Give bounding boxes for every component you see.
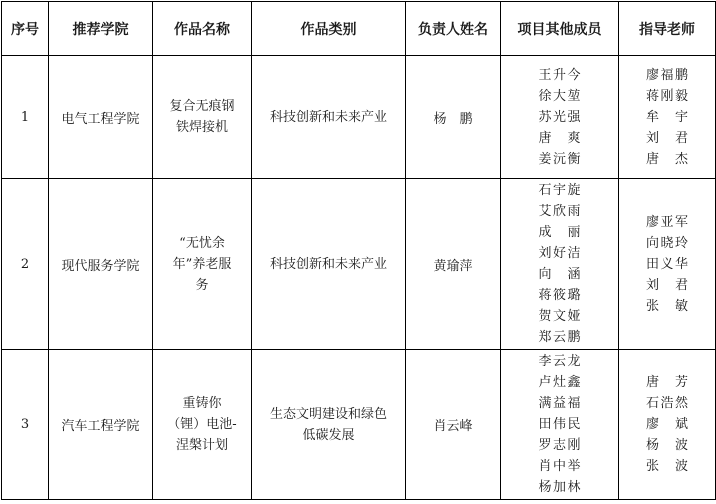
- leader-cell: 肖云峰: [406, 350, 501, 500]
- person-name: 廖 斌: [646, 417, 688, 432]
- advisors-list: [646, 372, 688, 477]
- person-name: 艾欣雨: [538, 204, 581, 219]
- header-college: 推荐学院: [49, 2, 153, 56]
- header-row: [2, 2, 716, 56]
- header-no: 序号: [2, 2, 49, 56]
- person-name: 张 敏: [646, 298, 688, 314]
- person-name: 贺文娅: [538, 309, 581, 324]
- person-name: 罗志刚: [538, 438, 581, 453]
- advisors-cell: [619, 350, 716, 500]
- leader-cell: 杨 鹏: [406, 56, 501, 179]
- members-cell: [501, 56, 619, 179]
- person-name: 廖福鹏: [646, 67, 688, 83]
- person-name: 张 波: [646, 459, 688, 474]
- person-name: 唐 杰: [646, 151, 688, 167]
- person-name: 刘 君: [646, 277, 688, 293]
- header-advisors: 指导老师: [619, 2, 716, 56]
- person-name: 肖中举: [538, 459, 581, 474]
- person-name: 石宇旋: [538, 183, 581, 198]
- members-list: [539, 351, 581, 498]
- college-cell: 汽车工程学院: [49, 350, 153, 500]
- category-cell: [252, 179, 406, 350]
- award-table: [1, 1, 716, 500]
- person-name: 苏光强: [538, 109, 581, 125]
- person-name: 徐大堃: [538, 88, 581, 104]
- header-members: 项目其他成员: [501, 2, 619, 56]
- advisors-cell: [619, 179, 716, 350]
- members-cell: [501, 350, 619, 500]
- work-name-text: 重铸你 （锂）电池- 涅槃计划: [167, 396, 237, 453]
- row-number: 1: [2, 56, 49, 179]
- work-name-text: 复合无痕钢 铁焊接机: [169, 99, 235, 135]
- category-cell: [252, 350, 406, 500]
- work-name-text: “无忧余 年”养老服 务: [172, 235, 232, 293]
- person-name: 王升今: [538, 67, 581, 83]
- leader-cell: 黄瑜萍: [406, 179, 501, 350]
- person-name: 成 丽: [538, 225, 581, 240]
- person-name: 田义华: [646, 256, 688, 272]
- person-name: 刘好洁: [538, 246, 581, 261]
- person-name: 向 涵: [538, 267, 581, 282]
- person-name: 杨 波: [646, 438, 688, 453]
- person-name: 向晓玲: [646, 235, 688, 251]
- members-list: [539, 180, 581, 348]
- work-name-cell: [153, 350, 252, 500]
- table-row: [2, 56, 716, 179]
- advisors-list: [646, 65, 688, 170]
- person-name: 石浩然: [646, 396, 688, 411]
- category-text: 科技创新和未来产业: [269, 256, 387, 272]
- category-text: 生态文明建设和绿色 低碳发展: [269, 406, 387, 443]
- table-row: [2, 350, 716, 500]
- category-text: 科技创新和未来产业: [269, 109, 387, 125]
- person-name: 李云龙: [538, 354, 581, 369]
- advisors-list: [646, 212, 688, 317]
- row-number: 2: [2, 179, 49, 350]
- person-name: 牟 宇: [646, 109, 688, 125]
- person-name: 田伟民: [538, 417, 581, 432]
- header-category: 作品类别: [252, 2, 406, 56]
- person-name: 唐 芳: [646, 375, 688, 390]
- person-name: 姜沅衡: [538, 151, 581, 167]
- members-list: [539, 65, 581, 170]
- college-cell: 电气工程学院: [49, 56, 153, 179]
- college-cell: 现代服务学院: [49, 179, 153, 350]
- table-row: [2, 179, 716, 350]
- row-number: 3: [2, 350, 49, 500]
- person-name: 廖亚军: [646, 214, 688, 230]
- person-name: 唐 爽: [538, 130, 581, 146]
- person-name: 杨加林: [538, 480, 581, 495]
- header-work-name: 作品名称: [153, 2, 252, 56]
- person-name: 蒋筱璐: [538, 288, 581, 303]
- person-name: 郑云鹏: [538, 330, 581, 345]
- person-name: 刘 君: [646, 130, 688, 146]
- members-cell: [501, 179, 619, 350]
- person-name: 卢灶鑫: [538, 375, 581, 390]
- category-cell: [252, 56, 406, 179]
- person-name: 满益福: [538, 396, 581, 411]
- header-leader: 负责人姓名: [406, 2, 501, 56]
- advisors-cell: [619, 56, 716, 179]
- person-name: 蒋刚毅: [646, 88, 688, 104]
- work-name-cell: [153, 179, 252, 350]
- work-name-cell: [153, 56, 252, 179]
